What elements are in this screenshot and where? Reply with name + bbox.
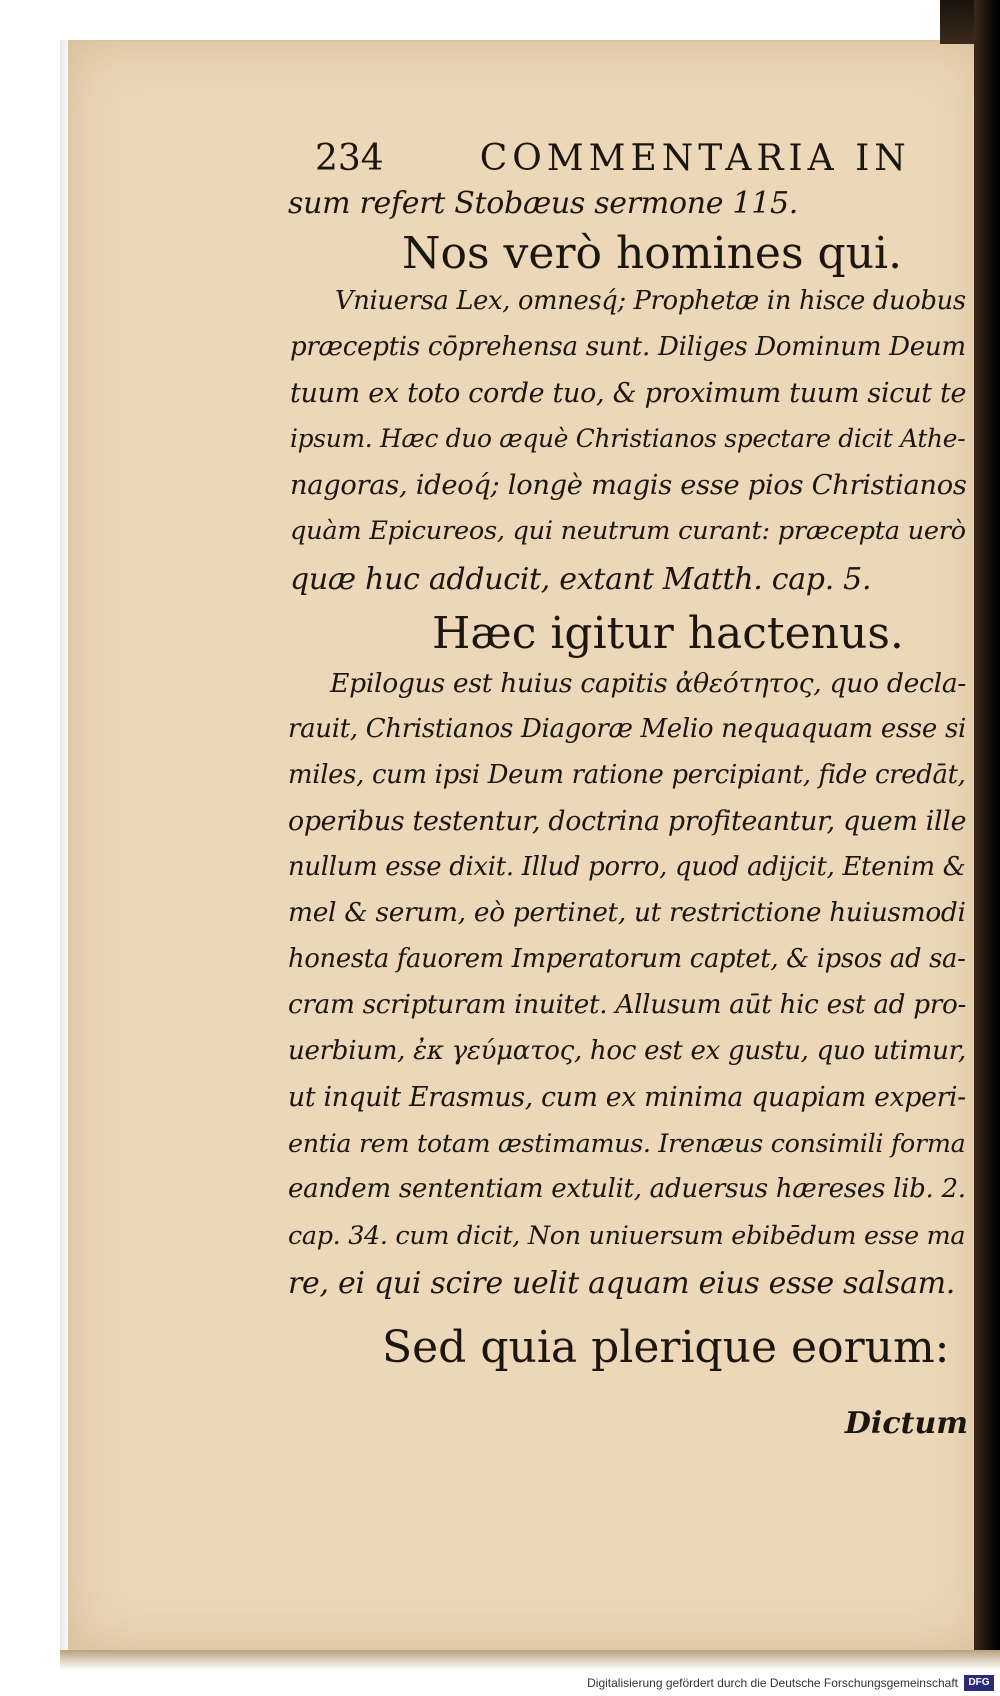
text-line: mel & serum, eò pertinet, ut restrictione huiusmodi: [288, 898, 966, 928]
text-line: quàm Epicureos, qui neutrum curant: præcepta uerò: [290, 516, 966, 546]
text-line: uerbium, ἐκ γεύματος, hoc est ex gustu, quo utimur,: [288, 1036, 966, 1066]
text-line: Vniuersa Lex, omnesq́; Prophetæ in hisce duobus: [335, 286, 966, 316]
running-head: [315, 138, 911, 179]
dfg-logo: DFG: [964, 1675, 994, 1691]
text-line: præceptis cōprehensa sunt. Diliges Dominum Deum: [290, 332, 966, 362]
page-bottom-edge: [60, 1650, 1000, 1670]
footer-credit: Digitalisierung gefördert durch die Deutsche Forschungsgemeinschaft: [587, 1676, 958, 1690]
section-lemma: Hæc igitur hactenus.: [432, 608, 904, 659]
section-lemma: Nos verò homines qui.: [402, 228, 903, 279]
text-line: honesta fauorem Imperatorum captet, & ipsos ad sa-: [288, 944, 966, 974]
text-line: ut inquit Erasmus, cum ex minima quapiam experi-: [288, 1082, 966, 1113]
text-line: entia rem totam æstimamus. Irenæus consimili forma: [288, 1128, 966, 1158]
text-line: cap. 34. cum dicit, Non uniuersum ebibēdum esse ma: [288, 1220, 966, 1250]
section-lemma: Sed quia plerique eorum:: [382, 1322, 950, 1373]
text-line: sum refert Stobæus sermone 115.: [288, 186, 799, 221]
text-line: re, ei qui scire uelit aquam eius esse salsam.: [288, 1266, 956, 1301]
catchword: Dictum: [844, 1406, 968, 1441]
text-line: nullum esse dixit. Illud porro, quod adijcit, Etenim &: [288, 852, 966, 882]
text-line: rauit, Christianos Diagoræ Melio nequaquam esse si: [288, 714, 966, 744]
text-line: nagoras, ideoq́; longè magis esse pios Christianos: [290, 470, 967, 501]
text-line: cram scripturam inuitet. Allusum aūt hic est ad pro-: [288, 990, 967, 1020]
text-line: operibus testentur, doctrina profiteantur, quem ille: [288, 806, 967, 837]
text-line: miles, cum ipsi Deum ratione percipiant, fide credāt,: [288, 760, 966, 790]
text-line: quæ huc adducit, extant Matth. cap. 5.: [290, 562, 872, 597]
text-line: Epilogus est huius capitis ἀθεότητος, quo decla-: [330, 668, 967, 699]
text-line: tuum ex toto corde tuo, & proximum tuum sicut te: [290, 378, 967, 409]
digitization-footer: [0, 1672, 1000, 1696]
page-edge-shadow: [60, 40, 70, 1650]
page-number: 234: [315, 138, 384, 179]
text-line: eandem sententiam extulit, aduersus hæreses lib. 2.: [288, 1174, 966, 1204]
text-line: ipsum. Hæc duo æquè Christianos spectare dicit Athe-: [290, 424, 966, 453]
book-binding: [974, 0, 1000, 1670]
running-head-title: COMMENTARIA IN: [479, 138, 911, 179]
